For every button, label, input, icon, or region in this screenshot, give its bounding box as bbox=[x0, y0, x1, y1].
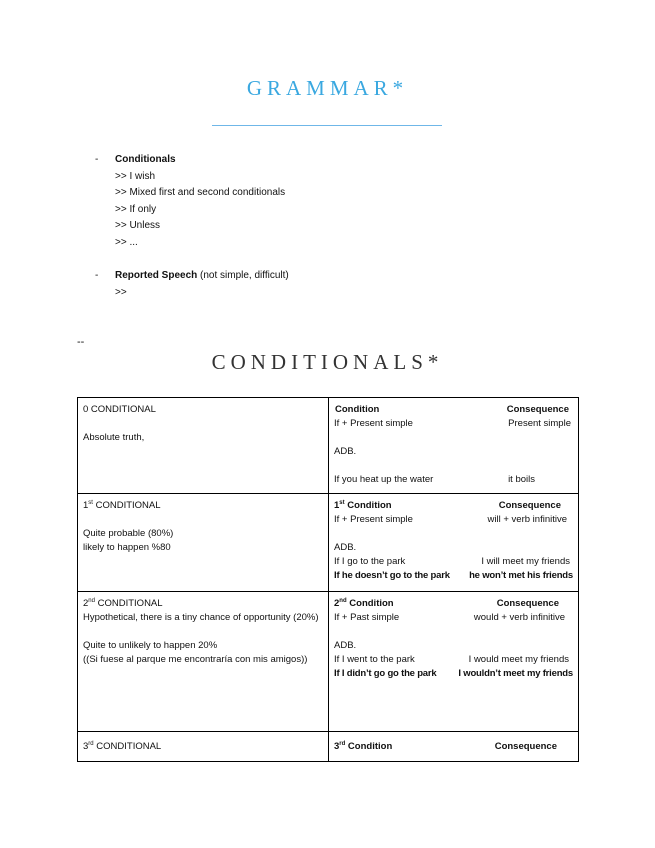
condition-consequence-cell: 1st Condition Consequence If + Present simple will + verb infinitive ADB. If I go to the park I will meet my friends If he doesn’t go to the park he won’t met his friends bbox=[329, 494, 579, 592]
description-line: Quite probable (80%) bbox=[83, 528, 174, 539]
topic-subitem: >> bbox=[115, 286, 127, 298]
topic-list bbox=[95, 152, 289, 301]
description-line: ((Si fuese al parque me encontraría con mis amigos)) bbox=[83, 654, 308, 665]
topic-note: (not simple, difficult) bbox=[197, 270, 289, 282]
example-label: ADB. bbox=[334, 446, 357, 457]
table-row bbox=[78, 592, 579, 732]
bullet-dash: - bbox=[95, 270, 99, 282]
description-line: Quite to unlikely to happen 20% bbox=[83, 640, 218, 651]
example-label: ADB. bbox=[334, 542, 357, 553]
topic-heading: Conditionals bbox=[115, 154, 176, 165]
table-row bbox=[78, 732, 579, 762]
dash-mark: -- bbox=[77, 336, 85, 348]
example-row: If you heat up the water it boils bbox=[334, 474, 535, 485]
conditional-type-cell: 0 CONDITIONAL Absolute truth, bbox=[78, 398, 329, 494]
topic-subitem: >> If only bbox=[115, 203, 157, 215]
conditional-type-cell: 3rd CONDITIONAL bbox=[78, 732, 329, 762]
topic-subitem: >> Unless bbox=[115, 220, 161, 232]
page-title: GRAMMAR* bbox=[246, 76, 409, 100]
example-label: ADB. bbox=[334, 640, 357, 651]
description-line: Hypothetical, there is a tiny chance of opportunity (20%) bbox=[83, 612, 319, 623]
table-row bbox=[78, 398, 579, 494]
condition-consequence-cell: 2nd Condition Consequence If + Past simple would + verb infinitive ADB. If I went to the park I would meet my friends If I didn’t go go the park I wouldn’t meet my friends bbox=[329, 592, 579, 732]
conditional-type-cell: 2nd CONDITIONAL Hypothetical, there is a tiny chance of opportunity (20%) Quite to unlikely to happen 20% ((Si fuese al parque me encontraría con mis amigos)) bbox=[78, 592, 329, 732]
topic-item bbox=[95, 268, 289, 301]
example-row: If I didn’t go go the park I wouldn’t meet my friends bbox=[334, 668, 573, 679]
conditionals-table bbox=[77, 397, 579, 762]
example-row: If I go to the park I will meet my friends bbox=[334, 556, 570, 567]
description-line: Absolute truth, bbox=[83, 432, 145, 443]
table-row bbox=[78, 494, 579, 592]
topic-subitem: >> ... bbox=[115, 236, 138, 248]
condition-consequence-cell: Condition Consequence If + Present simple Present simple ADB. If you heat up the water it boils bbox=[329, 398, 579, 494]
example-row: If he doesn’t go to the park he won’t met his friends bbox=[334, 570, 573, 581]
condition-consequence-cell: 3rd Condition Consequence bbox=[329, 732, 579, 762]
bullet-dash: - bbox=[95, 154, 99, 165]
topic-subitem: >> I wish bbox=[115, 170, 156, 182]
topic-item bbox=[95, 152, 289, 252]
topic-heading: Reported Speech bbox=[115, 270, 198, 282]
section-title: CONDITIONALS* bbox=[211, 350, 444, 374]
conditional-type-cell: 1st CONDITIONAL Quite probable (80%) likely to happen %80 bbox=[78, 494, 329, 592]
title-underline bbox=[212, 125, 442, 126]
topic-subitem: >> Mixed first and second conditionals bbox=[115, 187, 286, 199]
description-line: likely to happen %80 bbox=[83, 542, 171, 553]
example-row: If I went to the park I would meet my friends bbox=[334, 654, 569, 665]
